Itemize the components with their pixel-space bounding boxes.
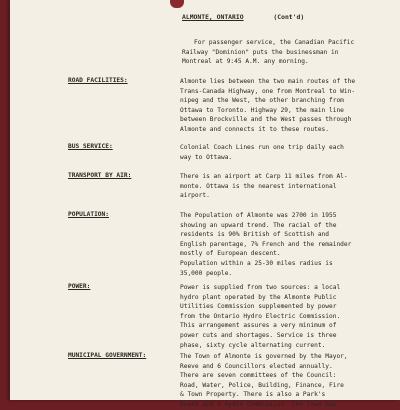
intro-line: Montreal at 9:45 A.M. any morning. [182, 58, 309, 66]
section-body [180, 352, 385, 410]
intro-line: For passenger service, the Canadian Pacific [194, 39, 355, 46]
intro-paragraph [182, 38, 382, 67]
section-body [180, 172, 385, 201]
section-label: ROAD FACILITIES: [68, 77, 128, 84]
body-line: monte. Ottawa is the nearest international [180, 182, 337, 190]
header-continued: (Cont'd) [273, 13, 305, 21]
body-line: nipeg and the West, the other branching from [180, 97, 344, 105]
section-label: TRANSPORT BY AIR: [68, 172, 132, 179]
body-line: Ottawa to Toronto. Highway 29, the main line [180, 106, 344, 114]
body-line: airport. [180, 192, 210, 200]
body-line: Reeve and 6 Councillors elected annually. [180, 362, 333, 370]
body-line: Road, Water, Police, Building, Finance, Fire [180, 381, 344, 389]
body-line: There is an airport at Carp 11 miles from Al- [180, 173, 348, 180]
section-label: BUS SERVICE: [68, 143, 113, 150]
section-label: POWER: [68, 283, 91, 290]
body-line: power cuts and shortages. Service is three [180, 331, 337, 339]
body-line: Almonte lies between the two main routes of the [180, 78, 356, 85]
body-line: Trans-Canada Highway, one from Montreal to Win- [180, 87, 356, 95]
body-line: way to Ottawa. [180, 153, 233, 161]
section-body [180, 283, 385, 350]
body-line: This arrangement assures a very minimum of [180, 322, 337, 330]
body-line: Power is supplied from two sources: a local [180, 284, 341, 291]
body-line: The Population of Almonte was 2700 in 1955 [180, 212, 337, 219]
body-line: Utilities Commission supplemented by power [180, 303, 337, 311]
body-line: mostly of European descent. [180, 250, 281, 258]
body-line: 35,000 people. [180, 269, 233, 277]
body-line: residents is 90% British of Scottish and [180, 231, 330, 239]
body-line: Board and a Hydro Commission. The Town has [180, 400, 337, 408]
body-line: between Brockville and the West passes through [180, 116, 352, 124]
section-body [180, 143, 385, 162]
body-line: Colonial Coach Lines run one trip daily each [180, 144, 344, 151]
body-line: Almonte and connects it to these routes. [180, 125, 330, 133]
body-line: The Town of Almonte is governed by the Mayor, [180, 353, 348, 360]
section-label: MUNICIPAL GOVERNMENT: [68, 352, 147, 359]
section-body [180, 211, 385, 278]
page-header [182, 13, 304, 21]
body-line: showing an upward trend. The racial of the [180, 221, 337, 229]
body-line: There are seven committees of the Council: [180, 372, 337, 380]
intro-line: Railway "Dominion" puts the businessman in [182, 48, 339, 56]
binder-tab [170, 0, 184, 8]
section-body [180, 77, 385, 135]
section-label: POPULATION: [68, 211, 109, 218]
body-line: hydro plant operated by the Almonte Public [180, 293, 337, 301]
body-line: from the Ontario Hydro Electric Commission. [180, 312, 341, 320]
header-place: ALMONTE, ONTARIO [182, 13, 244, 21]
body-line: phase, sixty cycle alternating current. [180, 341, 326, 349]
body-line: Population within a 25-30 miles radius is [180, 259, 333, 267]
body-line: & Town Property. There is also a Park's [180, 391, 326, 399]
document-page [10, 0, 400, 408]
body-line: English parentage, 7% French and the remainder [180, 240, 352, 248]
